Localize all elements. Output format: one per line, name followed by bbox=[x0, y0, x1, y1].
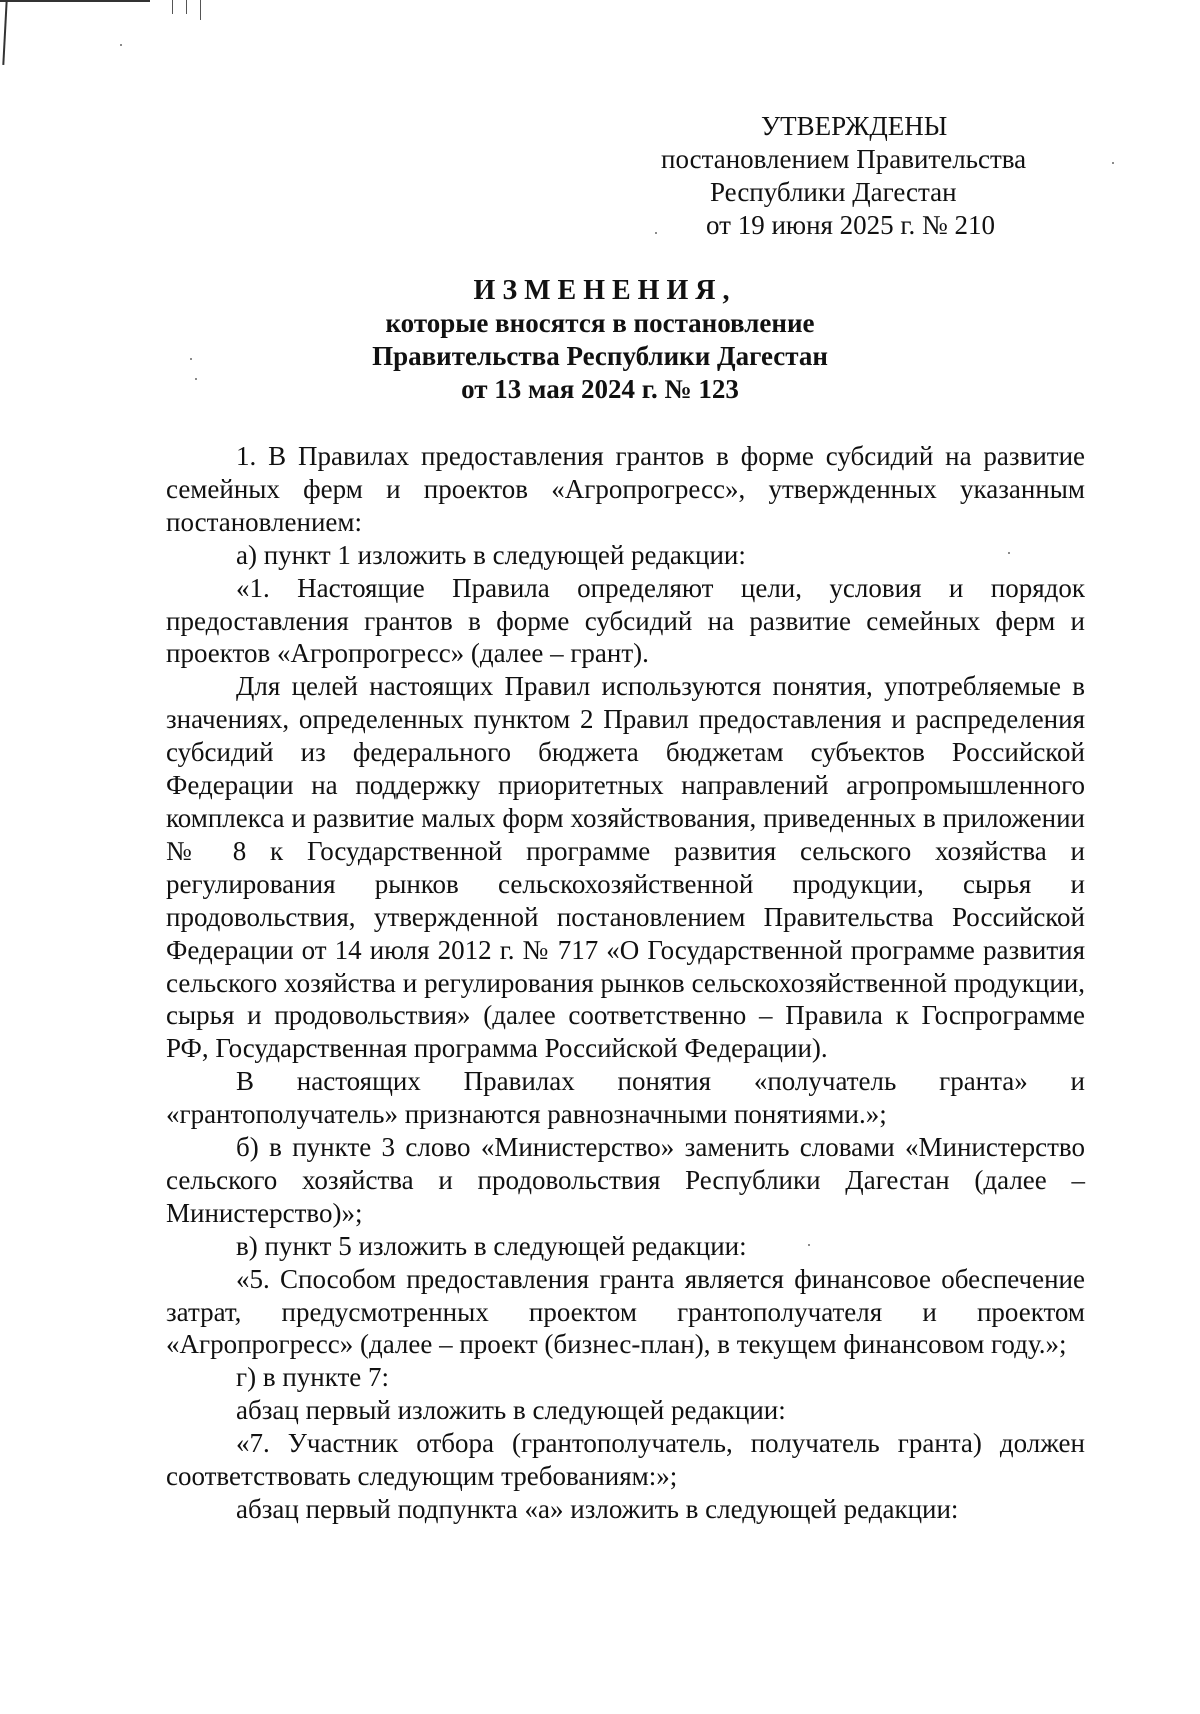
paragraph: абзац первый изложить в следующей редакции: bbox=[236, 1395, 786, 1426]
paragraph: в) пункт 5 изложить в следующей редакции: bbox=[236, 1230, 747, 1261]
paragraph: г) в пункте 7: bbox=[236, 1362, 390, 1393]
document-title bbox=[0, 274, 1200, 406]
paragraph: 1. В Правилах предоставления грантов в форме субсидий на развитие семейных ферм и проектов «Агропрогресс», утвержденных указанным постановлением: bbox=[166, 441, 1085, 537]
paragraph: Для целей настоящих Правил используются понятия, употребляемые в значениях, определенных пунктом 2 Правил предоставления и распределения субсидий из федерального бюджета бюджетам субъектов Российской Федерации на поддержку приоритетных направлений агропромышленного комплекса и развитие малых форм хозяйствования, приведенных в приложении № 8 к Государственной программе развития сельского хозяйства и регулирования рынков сельскохозяйственной продукции, сырья и продовольствия, утвержденной постановлением Правительства Российской Федерации от 14 июля 2012 г. № 717 «О Государственной программе развития сельского хозяйства и регулирования рынков сельскохозяйственной продукции, сырья и продовольствия» (далее соответственно – Правила к Госпрограмме РФ, Государственная программа Российской Федерации). bbox=[166, 671, 1085, 1064]
scan-dot-artifact bbox=[120, 44, 122, 46]
scan-edge-artifact bbox=[0, 0, 150, 6]
scan-mark-artifact bbox=[186, 0, 187, 14]
approval-date-line: от 19 июня 2025 г. № 210 bbox=[706, 210, 995, 240]
paragraph: абзац первый подпункта «а» изложить в следующей редакции: bbox=[236, 1494, 959, 1524]
paragraph: «7. Участник отбора (грантополучатель, получатель гранта) должен соответствовать следующим требованиям:»; bbox=[166, 1428, 1085, 1492]
approval-block bbox=[640, 110, 1080, 242]
approval-decree-line: постановлением Правительства bbox=[661, 144, 1027, 174]
scan-mark-artifact bbox=[172, 0, 173, 14]
paragraph: б) в пункте 3 слово «Министерство» заменить словами «Министерство сельского хозяйства и продовольствия Республики Дагестан (далее – Министерство)»; bbox=[166, 1132, 1085, 1228]
title-heading: ИЗМЕНЕНИЯ, bbox=[473, 275, 737, 306]
paragraph: «5. Способом предоставления гранта является финансовое обеспечение затрат, предусмотренных проектом грантополучателя и проектом «Агропрогресс» (далее – проект (бизнес-план), в текущем финансовом году.»; bbox=[166, 1263, 1085, 1360]
paragraph: В настоящих Правилах понятия «получатель гранта» и «грантополучатель» признаются равнозначными понятиями.»; bbox=[166, 1066, 1085, 1130]
scan-mark-artifact bbox=[200, 0, 201, 20]
title-subline-2: Правительства Республики Дагестан bbox=[372, 341, 828, 371]
title-subline-3: от 13 мая 2024 г. № 123 bbox=[461, 374, 739, 404]
approval-republic-line: Республики Дагестан bbox=[710, 177, 957, 207]
title-subline-1: которые вносятся в постановление bbox=[385, 308, 815, 338]
paragraph: а) пункт 1 изложить в следующей редакции: bbox=[236, 539, 746, 570]
scan-dot-artifact bbox=[1112, 162, 1114, 164]
approval-title: УТВЕРЖДЕНЫ bbox=[761, 111, 948, 141]
scan-edge-artifact bbox=[2, 0, 7, 65]
paragraph: «1. Настоящие Правила определяют цели, условия и порядок предоставления грантов в форме субсидий на развитие семейных ферм и проектов «Агропрогресс» (далее – грант). bbox=[166, 572, 1085, 669]
document-body bbox=[166, 440, 1085, 1526]
